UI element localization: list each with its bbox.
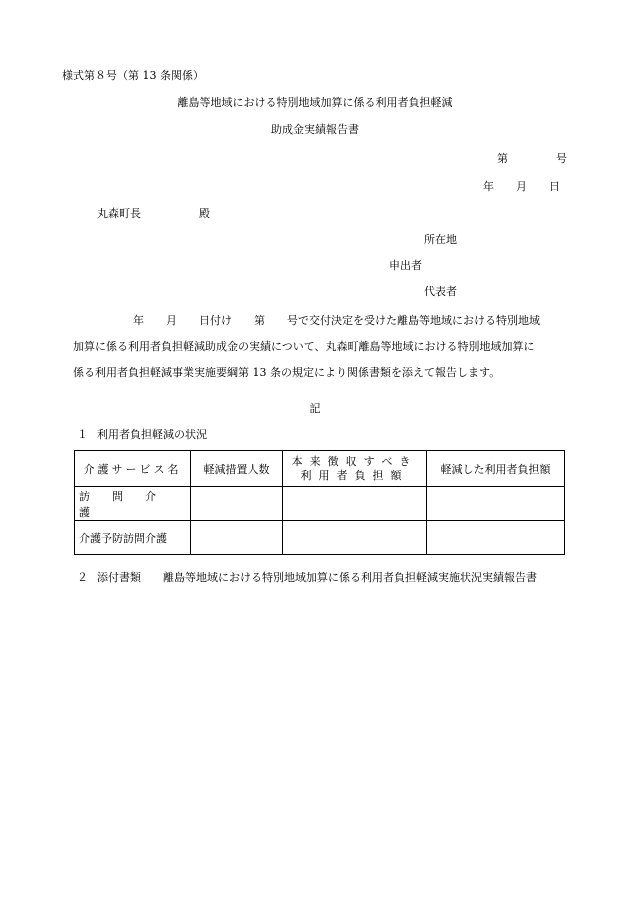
row-count-cell[interactable] bbox=[191, 521, 283, 555]
header-should-collect-line2: 利用者負担額 bbox=[300, 468, 409, 482]
addressee-honorific: 殿 bbox=[199, 207, 210, 220]
reduction-status-table bbox=[74, 450, 565, 555]
section-2-attachments bbox=[77, 572, 537, 583]
document-number-prefix: 第 bbox=[497, 152, 508, 165]
row-reduced-cell[interactable] bbox=[427, 487, 565, 521]
date-day: 日 bbox=[549, 180, 560, 193]
ki-heading: 記 bbox=[309, 402, 321, 415]
applicant-label: 申出者 bbox=[389, 259, 422, 272]
document-title-line2: 助成金実績報告書 bbox=[271, 123, 359, 136]
section-1-title: 利用者負担軽減の状況 bbox=[97, 428, 207, 441]
section-2-number: ２ bbox=[77, 571, 88, 584]
representative-label: 代表者 bbox=[424, 285, 457, 298]
body-line-2: 加算に係る利用者負担軽減助成金の実績について、丸森町離島等地域における特別地域加算に bbox=[73, 340, 535, 353]
row-count-cell[interactable] bbox=[191, 487, 283, 521]
document-number bbox=[497, 153, 567, 164]
header-should-collect bbox=[283, 451, 427, 487]
address-label: 所在地 bbox=[424, 233, 457, 246]
header-count: 軽減措置人数 bbox=[191, 451, 283, 487]
header-reduced: 軽減した利用者負担額 bbox=[427, 451, 565, 487]
document-number-suffix: 号 bbox=[556, 152, 567, 165]
addressee bbox=[97, 208, 210, 219]
addressee-name: 丸森町長 bbox=[97, 207, 141, 220]
table-header-row bbox=[75, 451, 565, 487]
row-should-collect-cell[interactable] bbox=[283, 487, 427, 521]
body-line-3: 係る利用者負担軽減事業実施要綱第 13 条の規定により関係書類を添えて報告します。 bbox=[73, 366, 501, 379]
header-should-collect-line1: 本来徴収すべき bbox=[291, 454, 418, 468]
date-month: 月 bbox=[516, 180, 527, 193]
section-2-label: 添付書類 bbox=[97, 571, 141, 584]
form-number: 様式第８号（第 13 条関係） bbox=[62, 69, 204, 82]
body-line-1: 年 月 日付け 第 号で交付決定を受けた離島等地域における特別地域 bbox=[133, 314, 540, 327]
row-should-collect-cell[interactable] bbox=[283, 521, 427, 555]
row-service: 介護予防訪問介護 bbox=[75, 521, 191, 555]
date-year: 年 bbox=[483, 180, 494, 193]
report-body bbox=[73, 308, 573, 386]
row-service: 訪問介護 bbox=[75, 487, 191, 521]
document-title-line1: 離島等地域における特別地域加算に係る利用者負担軽減 bbox=[177, 96, 453, 109]
section-1-number: １ bbox=[77, 428, 88, 441]
table-row bbox=[75, 521, 565, 555]
row-reduced-cell[interactable] bbox=[427, 521, 565, 555]
header-service: 介護サービス名 bbox=[75, 451, 191, 487]
section-2-text: 離島等地域における特別地域加算に係る利用者負担軽減実施状況実績報告書 bbox=[163, 571, 537, 584]
section-1-heading bbox=[77, 429, 207, 440]
document-date bbox=[483, 181, 560, 192]
table-row bbox=[75, 487, 565, 521]
